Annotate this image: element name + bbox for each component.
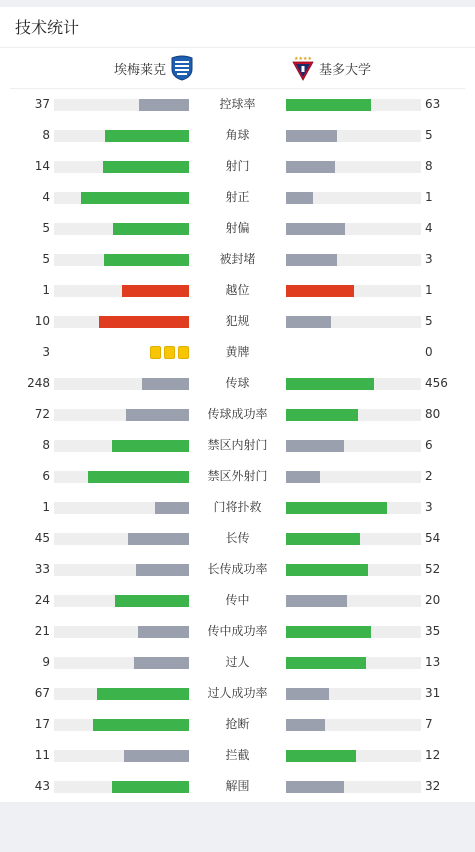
stat-label: 解围 xyxy=(225,779,250,793)
home-bar-track xyxy=(54,192,189,204)
home-yellow-cards xyxy=(150,346,189,360)
yellow-card-icon xyxy=(150,346,161,359)
away-bar-track xyxy=(286,502,421,514)
away-bar-track xyxy=(286,719,421,731)
emelec-crest-icon xyxy=(170,55,194,81)
stat-row-11 xyxy=(0,430,475,461)
home-bar-fill xyxy=(99,316,189,328)
away-bar-fill xyxy=(286,502,387,514)
away-bar-fill xyxy=(286,316,331,328)
stat-row-7 xyxy=(0,306,475,337)
home-bar-fill xyxy=(97,688,189,700)
home-bar-track xyxy=(54,378,189,390)
stat-label: 长传 xyxy=(225,531,250,545)
home-bar-track xyxy=(54,564,189,576)
home-value: 6 xyxy=(42,469,50,483)
home-bar-track xyxy=(54,99,189,111)
home-value: 5 xyxy=(42,221,50,235)
away-bar-track xyxy=(286,161,421,173)
home-value: 248 xyxy=(27,376,50,390)
away-bar-fill xyxy=(286,223,345,235)
stat-row-17 xyxy=(0,616,475,647)
stat-label: 犯规 xyxy=(225,314,250,328)
away-value: 54 xyxy=(425,531,441,545)
home-bar-fill xyxy=(124,750,189,762)
stat-label: 门将扑救 xyxy=(213,500,262,514)
stat-label: 传中成功率 xyxy=(207,624,268,638)
away-bar-fill xyxy=(286,192,313,204)
away-bar-track xyxy=(286,316,421,328)
away-bar-track xyxy=(286,285,421,297)
stat-row-12 xyxy=(0,461,475,492)
home-value: 43 xyxy=(34,779,50,793)
stat-label: 过人成功率 xyxy=(207,686,268,700)
home-bar-track xyxy=(54,688,189,700)
stat-row-1 xyxy=(0,120,475,151)
home-value: 9 xyxy=(42,655,50,669)
home-value: 1 xyxy=(42,283,50,297)
away-team-name: 基多大学 xyxy=(319,62,372,78)
away-bar-track xyxy=(286,440,421,452)
stat-row-20 xyxy=(0,709,475,740)
stat-row-13 xyxy=(0,492,475,523)
away-bar-track xyxy=(286,533,421,545)
yellow-card-icon xyxy=(164,346,175,359)
home-bar-track xyxy=(54,595,189,607)
title-divider xyxy=(0,47,475,48)
home-bar-track xyxy=(54,316,189,328)
stat-label: 过人 xyxy=(225,655,250,669)
stat-label: 越位 xyxy=(225,283,250,297)
home-team-name: 埃梅莱克 xyxy=(114,62,167,78)
away-value: 63 xyxy=(425,97,441,111)
stat-row-15 xyxy=(0,554,475,585)
home-value: 11 xyxy=(34,748,50,762)
home-bar-track xyxy=(54,781,189,793)
home-value: 67 xyxy=(34,686,50,700)
away-bar-fill xyxy=(286,161,335,173)
away-bar-track xyxy=(286,378,421,390)
stats-list xyxy=(0,89,475,802)
home-bar-fill xyxy=(105,130,189,142)
home-value: 45 xyxy=(34,531,50,545)
stat-row-5 xyxy=(0,244,475,275)
away-bar-track xyxy=(286,471,421,483)
home-bar-track xyxy=(54,750,189,762)
stat-row-21 xyxy=(0,740,475,771)
home-bar-fill xyxy=(155,502,189,514)
away-bar-fill xyxy=(286,595,347,607)
stat-label: 抢断 xyxy=(225,717,250,731)
away-bar-track xyxy=(286,688,421,700)
away-value: 7 xyxy=(425,717,433,731)
home-bar-fill xyxy=(81,192,189,204)
away-bar-track xyxy=(286,254,421,266)
away-value: 13 xyxy=(425,655,441,669)
home-bar-track xyxy=(54,254,189,266)
away-bar-track xyxy=(286,595,421,607)
home-bar-track xyxy=(54,223,189,235)
stat-label: 射正 xyxy=(225,190,250,204)
away-bar-fill xyxy=(286,719,325,731)
ldu-quito-crest-icon xyxy=(291,55,315,81)
home-bar-fill xyxy=(115,595,189,607)
away-bar-track xyxy=(286,781,421,793)
home-bar-fill xyxy=(128,533,189,545)
home-bar-fill xyxy=(104,254,189,266)
away-bar-fill xyxy=(286,657,366,669)
away-value: 4 xyxy=(425,221,433,235)
stat-row-3 xyxy=(0,182,475,213)
home-bar-track xyxy=(54,502,189,514)
stat-row-6 xyxy=(0,275,475,306)
away-bar-track xyxy=(286,657,421,669)
home-value: 21 xyxy=(34,624,50,638)
stat-label: 禁区内射门 xyxy=(207,438,268,452)
away-bar-fill xyxy=(286,440,344,452)
home-bar-fill xyxy=(103,161,189,173)
away-bar-track xyxy=(286,564,421,576)
home-bar-track xyxy=(54,626,189,638)
away-bar-track xyxy=(286,99,421,111)
home-value: 3 xyxy=(42,345,50,359)
home-value: 33 xyxy=(34,562,50,576)
home-bar-fill xyxy=(136,564,189,576)
away-bar-fill xyxy=(286,750,356,762)
away-value: 31 xyxy=(425,686,441,700)
home-bar-track xyxy=(54,130,189,142)
stat-label: 射门 xyxy=(225,159,250,173)
home-bar-track xyxy=(54,657,189,669)
stat-row-19 xyxy=(0,678,475,709)
stat-label: 射偏 xyxy=(225,221,250,235)
stat-label: 传中 xyxy=(225,593,250,607)
home-bar-track xyxy=(54,440,189,452)
stat-label: 长传成功率 xyxy=(207,562,268,576)
home-bar-track xyxy=(54,471,189,483)
home-bar-fill xyxy=(112,440,189,452)
home-bar-track xyxy=(54,285,189,297)
stat-row-14 xyxy=(0,523,475,554)
stat-label: 传球成功率 xyxy=(207,407,268,421)
away-value: 80 xyxy=(425,407,441,421)
home-bar-track xyxy=(54,719,189,731)
home-value: 8 xyxy=(42,128,50,142)
home-value: 10 xyxy=(34,314,50,328)
stat-row-0 xyxy=(0,89,475,120)
away-value: 0 xyxy=(425,345,433,359)
stat-row-9 xyxy=(0,368,475,399)
away-bar-fill xyxy=(286,688,329,700)
home-bar-fill xyxy=(122,285,190,297)
away-bar-track xyxy=(286,409,421,421)
home-team xyxy=(114,55,194,81)
home-bar-fill xyxy=(139,99,189,111)
away-value: 12 xyxy=(425,748,441,762)
stat-row-8 xyxy=(0,337,475,368)
away-value: 1 xyxy=(425,190,433,204)
home-value: 24 xyxy=(34,593,50,607)
stat-label: 拦截 xyxy=(225,748,250,762)
home-value: 17 xyxy=(34,717,50,731)
away-value: 2 xyxy=(425,469,433,483)
away-value: 52 xyxy=(425,562,441,576)
stat-row-10 xyxy=(0,399,475,430)
away-bar-track xyxy=(286,750,421,762)
away-bar-fill xyxy=(286,130,337,142)
home-bar-track xyxy=(54,409,189,421)
home-value: 5 xyxy=(42,252,50,266)
home-bar-fill xyxy=(134,657,189,669)
away-value: 8 xyxy=(425,159,433,173)
away-value: 3 xyxy=(425,252,433,266)
away-value: 6 xyxy=(425,438,433,452)
home-bar-fill xyxy=(126,409,189,421)
away-bar-track xyxy=(286,626,421,638)
away-value: 20 xyxy=(425,593,441,607)
home-value: 8 xyxy=(42,438,50,452)
stat-row-16 xyxy=(0,585,475,616)
stat-row-18 xyxy=(0,647,475,678)
away-bar-fill xyxy=(286,626,371,638)
home-value: 14 xyxy=(34,159,50,173)
stat-label: 被封堵 xyxy=(219,252,256,266)
stat-row-2 xyxy=(0,151,475,182)
away-team xyxy=(291,55,371,81)
svg-text:★★★★: ★★★★ xyxy=(294,56,312,62)
home-bar-track xyxy=(54,161,189,173)
away-value: 1 xyxy=(425,283,433,297)
away-bar-fill xyxy=(286,409,358,421)
away-bar-track xyxy=(286,192,421,204)
stat-label: 禁区外射门 xyxy=(207,469,268,483)
home-bar-fill xyxy=(138,626,189,638)
away-value: 5 xyxy=(425,128,433,142)
stat-label: 传球 xyxy=(225,376,250,390)
tech-stats-panel xyxy=(0,7,475,802)
away-value: 3 xyxy=(425,500,433,514)
away-bar-fill xyxy=(286,254,337,266)
home-bar-fill xyxy=(88,471,189,483)
away-bar-fill xyxy=(286,378,374,390)
stat-row-22 xyxy=(0,771,475,802)
away-bar-track xyxy=(286,223,421,235)
away-value: 35 xyxy=(425,624,441,638)
away-bar-track xyxy=(286,130,421,142)
home-bar-track xyxy=(54,533,189,545)
stat-row-4 xyxy=(0,213,475,244)
away-bar-fill xyxy=(286,533,360,545)
home-bar-fill xyxy=(93,719,189,731)
stat-label: 黄牌 xyxy=(225,345,250,359)
away-bar-fill xyxy=(286,285,354,297)
home-value: 37 xyxy=(34,97,50,111)
away-bar-fill xyxy=(286,781,344,793)
panel-title: 技术统计 xyxy=(15,18,80,37)
away-bar-fill xyxy=(286,471,320,483)
stat-label: 控球率 xyxy=(219,97,256,111)
home-bar-fill xyxy=(113,223,189,235)
away-bar-fill xyxy=(286,99,371,111)
away-value: 456 xyxy=(425,376,448,390)
away-bar-fill xyxy=(286,564,368,576)
yellow-card-icon xyxy=(178,346,189,359)
home-bar-fill xyxy=(142,378,189,390)
home-value: 72 xyxy=(34,407,50,421)
away-value: 5 xyxy=(425,314,433,328)
stat-label: 角球 xyxy=(225,128,250,142)
home-value: 4 xyxy=(42,190,50,204)
away-value: 32 xyxy=(425,779,441,793)
home-bar-fill xyxy=(112,781,189,793)
home-value: 1 xyxy=(42,500,50,514)
